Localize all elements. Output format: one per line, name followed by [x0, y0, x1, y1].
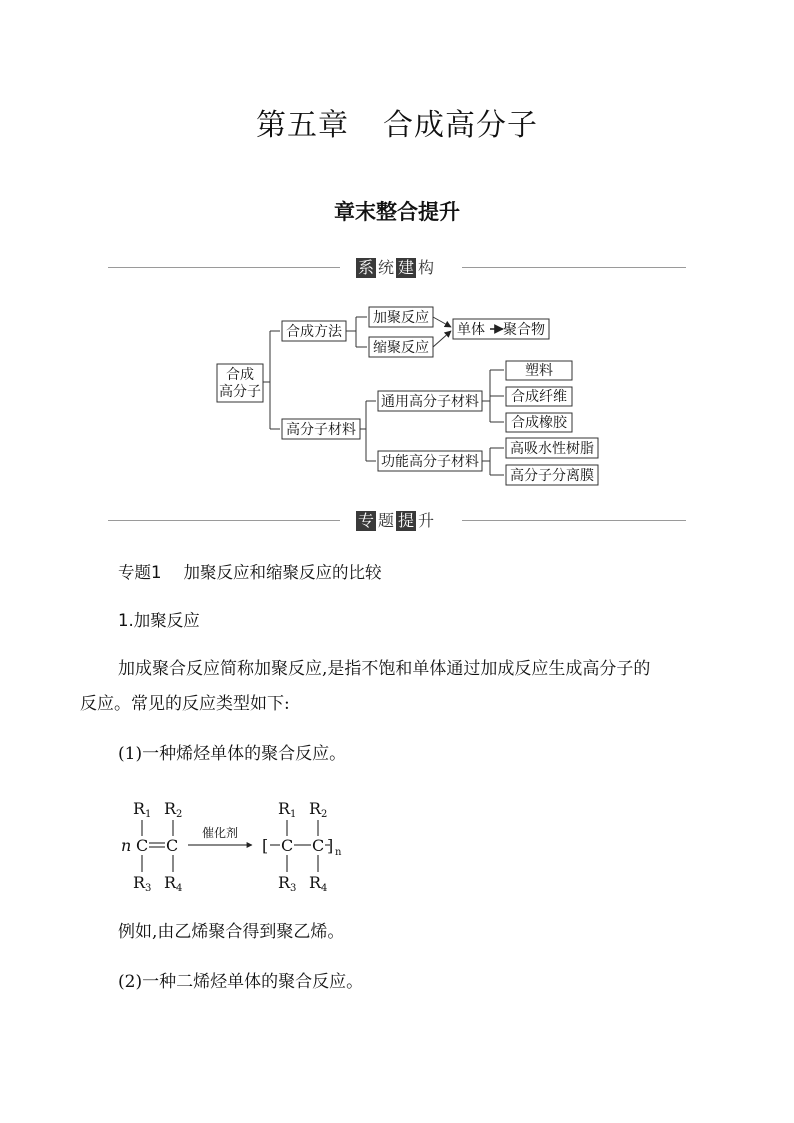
divider-char: 构: [417, 258, 434, 277]
r3-letter: R: [133, 873, 146, 892]
chapter-number: 第五章: [256, 108, 349, 143]
label-materials: 高分子材料: [286, 422, 356, 438]
p-carbon-1: C: [281, 836, 294, 855]
divider-char: 题: [377, 511, 394, 530]
r2-sub: 2: [176, 809, 183, 820]
polymerization-equation: [110, 790, 370, 900]
divider-system-construction: [108, 256, 686, 280]
p-r2-sub: 2: [321, 809, 328, 820]
sub1-text: (1)一种烯烃单体的聚合反应。: [118, 744, 347, 764]
example-text: 例如,由乙烯聚合得到聚乙烯。: [118, 922, 345, 942]
label-general: 通用高分子材料: [381, 394, 479, 410]
p-r1-sub: 1: [290, 809, 297, 820]
label-plastic: 塑料: [525, 363, 553, 379]
catalyst-label: 催化剂: [201, 826, 239, 840]
subscript-n: n: [335, 847, 342, 858]
p-r2-letter: R: [309, 799, 322, 818]
label-monomer: 单体: [457, 322, 485, 338]
para1-line2: 反应。常见的反应类型如下:: [80, 694, 290, 714]
divider-label: [356, 509, 436, 533]
r1-letter: R: [133, 799, 146, 818]
divider-line-left: [108, 520, 340, 521]
svg-text:R2: [164, 799, 182, 820]
bracket-right: ]: [327, 836, 334, 855]
divider-topic-improvement: [108, 509, 686, 533]
topic1-heading: [118, 559, 382, 583]
svg-text:R2: [309, 799, 327, 820]
concept-map: [0, 296, 794, 496]
p-r3-letter: R: [278, 873, 291, 892]
p-r1-letter: R: [278, 799, 291, 818]
p-r3-sub: 3: [290, 883, 297, 894]
svg-text:R4: [309, 873, 327, 894]
chapter-title: [0, 100, 794, 144]
label-membrane: 高分子分离膜: [510, 468, 594, 484]
divider-char: 专: [357, 511, 374, 530]
r4-sub: 4: [176, 883, 183, 894]
divider-char: 升: [417, 511, 434, 530]
carbon-1: C: [136, 836, 149, 855]
divider-label: [356, 256, 436, 280]
r4-letter: R: [164, 873, 177, 892]
para1-line1: 加成聚合反应简称加聚反应,是指不饱和单体通过加成反应生成高分子的: [118, 659, 651, 679]
svg-text:R4: [164, 873, 182, 894]
label-root-2: 高分子: [219, 384, 261, 400]
carbon-2: C: [166, 836, 179, 855]
bracket-left: [: [262, 836, 269, 855]
label-polymer: 聚合物: [503, 322, 545, 338]
p-r4-letter: R: [309, 873, 322, 892]
divider-line-right: [462, 267, 686, 268]
svg-text:R1: [278, 799, 296, 820]
divider-char: 统: [377, 258, 394, 277]
label-functional: 功能高分子材料: [381, 454, 479, 470]
topic1-title: 加聚反应和缩聚反应的比较: [183, 563, 382, 582]
p-r4-sub: 4: [321, 883, 328, 894]
topic1-label: 专题1: [118, 563, 162, 582]
svg-text:R3: [278, 873, 296, 894]
item1-heading: 1.加聚反应: [118, 611, 200, 630]
divider-line-right: [462, 520, 686, 521]
r1-sub: 1: [145, 809, 152, 820]
label-resin: 高吸水性树脂: [510, 441, 594, 457]
r2-letter: R: [164, 799, 177, 818]
label-fiber: 合成纤维: [511, 389, 567, 405]
svg-text:R3: [133, 873, 151, 894]
divider-char: 系: [357, 258, 374, 277]
chapter-name: 合成高分子: [383, 108, 538, 143]
label-condensation: 缩聚反应: [373, 340, 429, 356]
divider-line-left: [108, 267, 340, 268]
label-root-1: 合成: [226, 367, 254, 383]
divider-char: 建: [397, 258, 414, 277]
svg-text:R1: [133, 799, 151, 820]
section-title: 章末整合提升: [334, 200, 460, 224]
label-addition: 加聚反应: [373, 310, 429, 326]
divider-char: 提: [397, 511, 414, 530]
label-method: 合成方法: [286, 324, 342, 340]
p-carbon-2: C: [312, 836, 325, 855]
label-rubber: 合成橡胶: [511, 415, 567, 431]
sub2-text: (2)一种二烯烃单体的聚合反应。: [118, 972, 364, 992]
coefficient-n: n: [121, 836, 132, 855]
r3-sub: 3: [145, 883, 152, 894]
